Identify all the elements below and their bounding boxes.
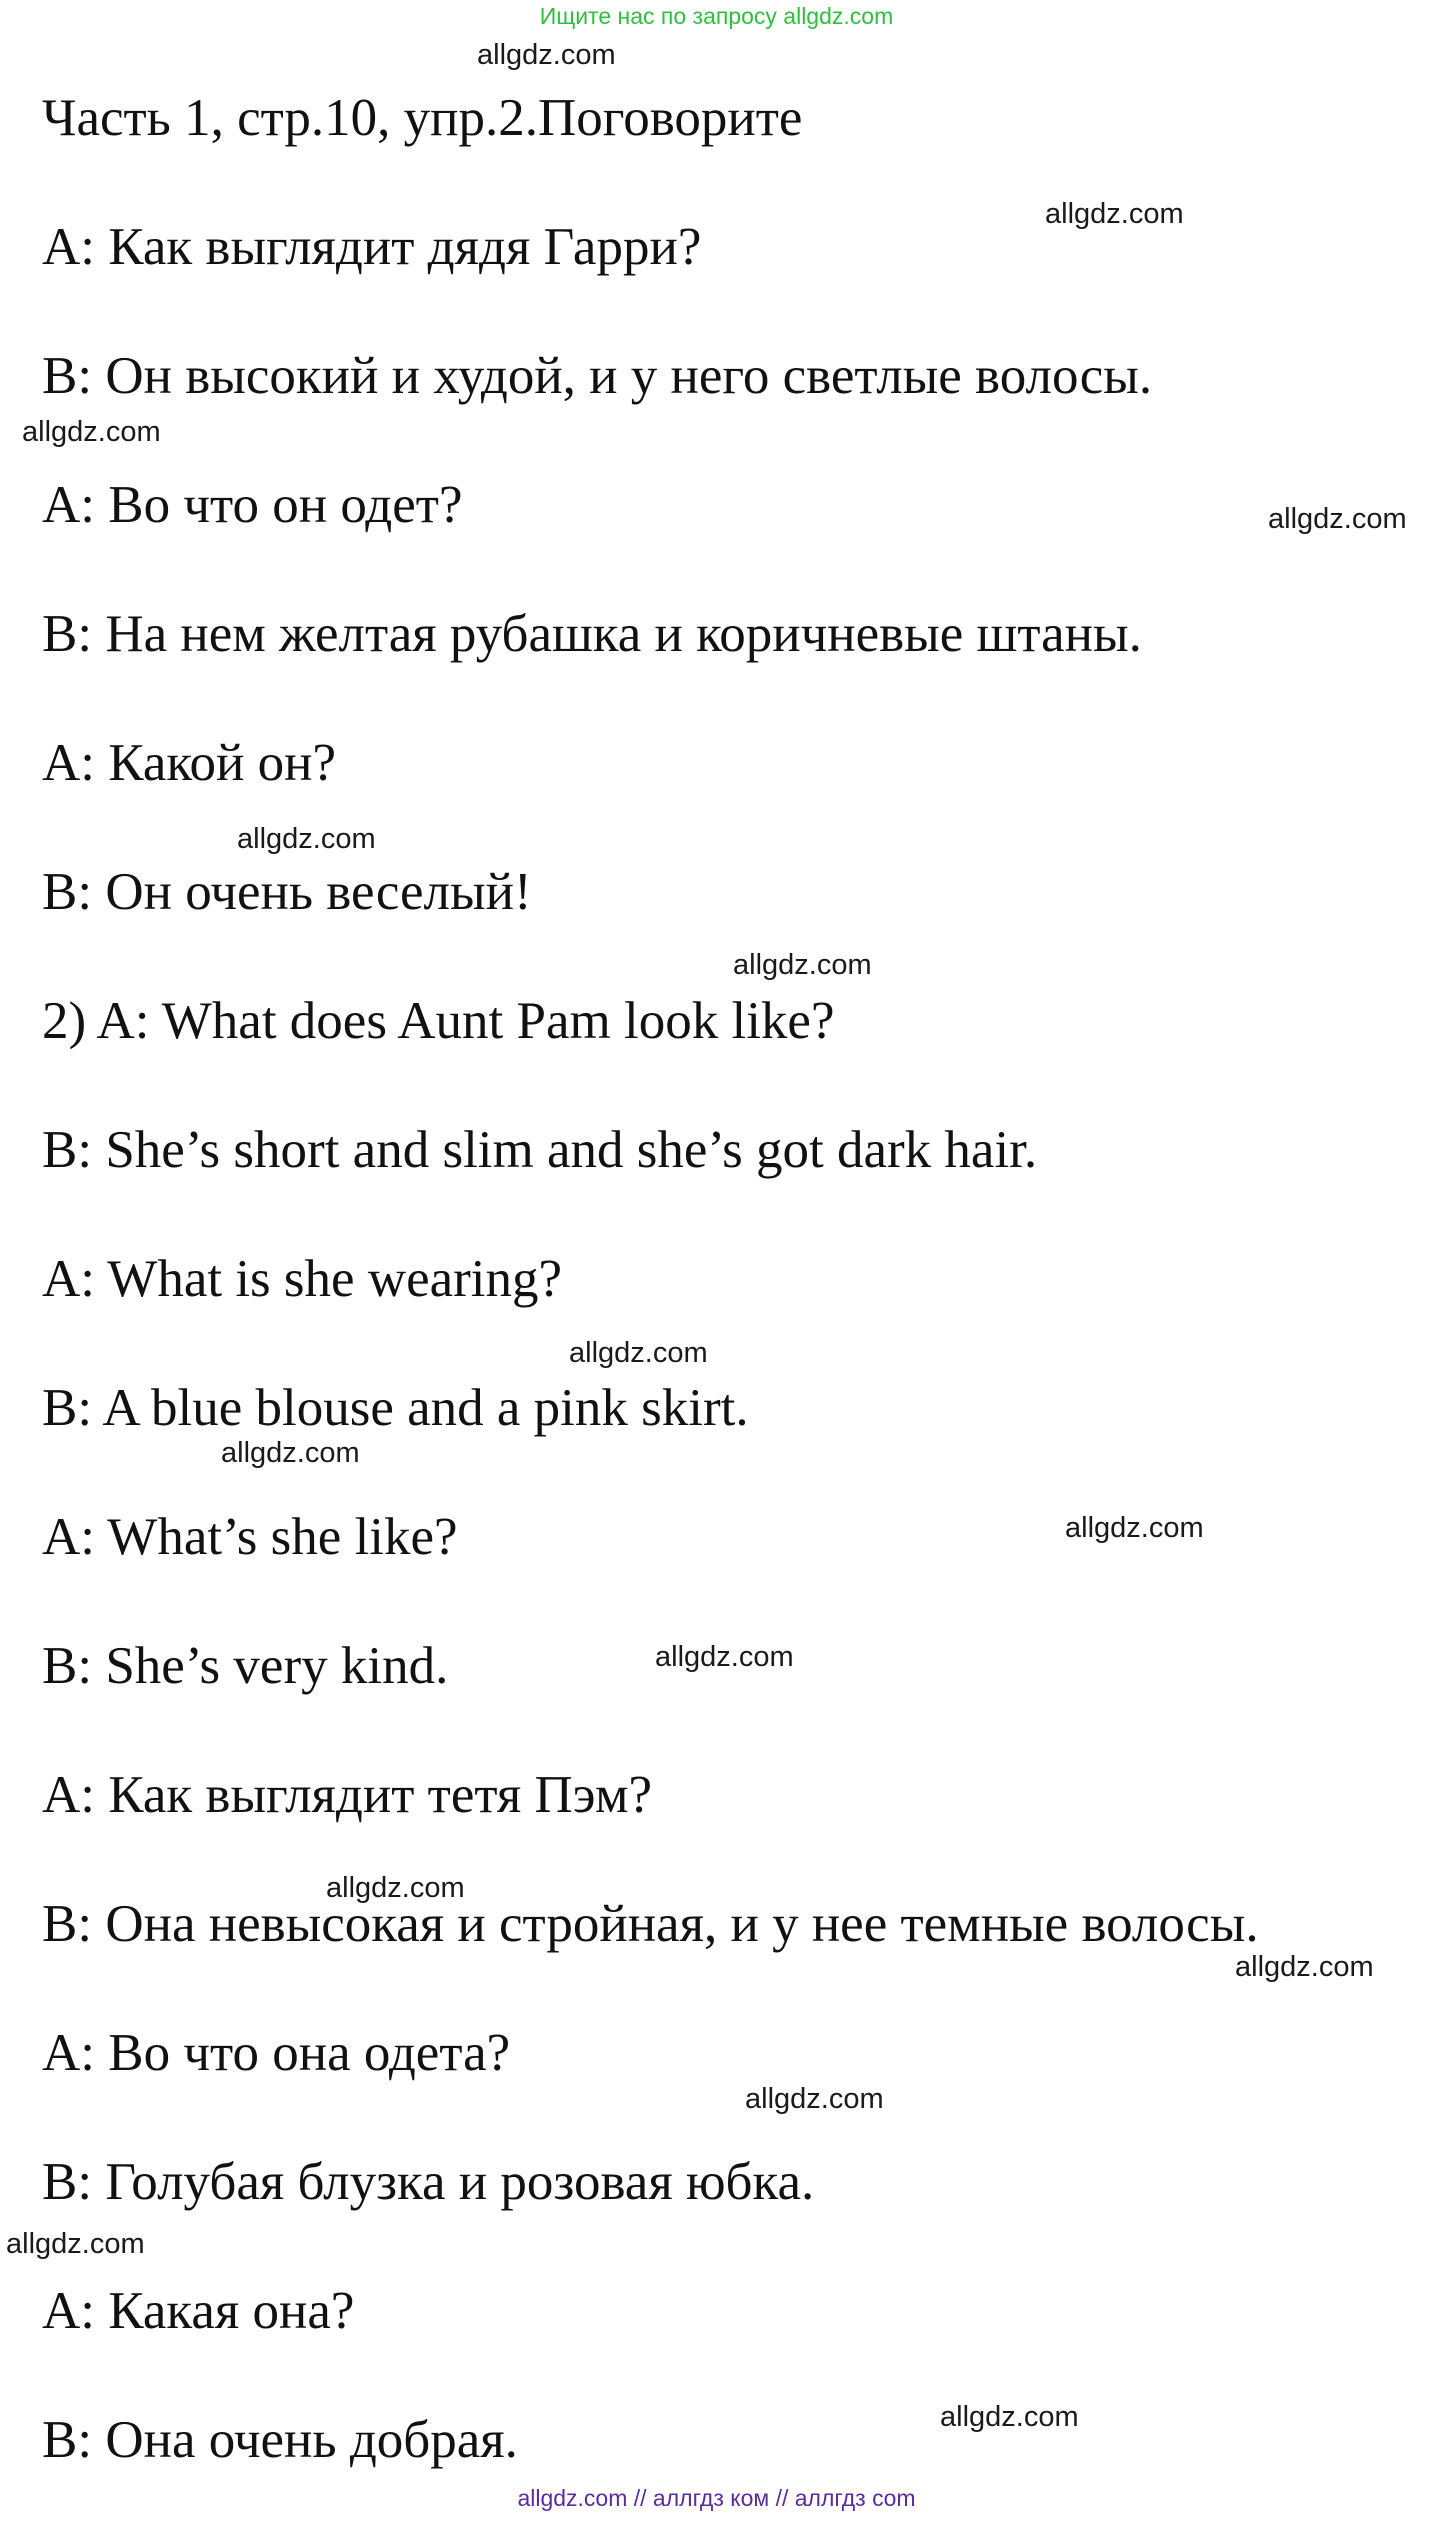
dialogue-line: B: Он очень веселый!	[42, 863, 532, 921]
dialogue-line: B: Она очень добрая.	[42, 2411, 518, 2469]
watermark: allgdz.com	[940, 2401, 1079, 2433]
watermark: allgdz.com	[569, 1337, 708, 1369]
dialogue-line: 2) A: What does Aunt Pam look like?	[42, 992, 835, 1050]
dialogue-line: A: Как выглядит тетя Пэм?	[42, 1766, 653, 1824]
watermark: allgdz.com	[1065, 1512, 1204, 1544]
top-banner[interactable]: Ищите нас по запросу allgdz.com	[539, 3, 894, 29]
watermark: allgdz.com	[1235, 1951, 1374, 1983]
dialogue-line: B: She’s very kind.	[42, 1637, 449, 1695]
watermark: allgdz.com	[6, 2228, 145, 2260]
watermark: allgdz.com	[22, 416, 161, 448]
watermark: allgdz.com	[733, 949, 872, 981]
dialogue-line: B: Он высокий и худой, и у него светлые волосы.	[42, 347, 1153, 405]
dialogue-line: A: Как выглядит дядя Гарри?	[42, 218, 702, 276]
dialogue-line: A: What is she wearing?	[42, 1250, 563, 1308]
dialogue-line: B: A blue blouse and a pink skirt.	[42, 1379, 749, 1437]
watermark: allgdz.com	[237, 823, 376, 855]
watermark: allgdz.com	[326, 1872, 465, 1904]
dialogue-line: A: Во что он одет?	[42, 476, 463, 534]
footer-links[interactable]: allgdz.com // аллгдз ком // аллгдз com	[517, 2485, 916, 2511]
dialogue-line: A: Какой он?	[42, 734, 336, 792]
dialogue-line: A: What’s she like?	[42, 1508, 458, 1566]
dialogue-line: B: Она невысокая и стройная, и у нее темные волосы.	[42, 1895, 1259, 1953]
watermark: allgdz.com	[477, 39, 616, 71]
watermark: allgdz.com	[221, 1437, 360, 1469]
dialogue-line: B: She’s short and slim and she’s got dark hair.	[42, 1121, 1038, 1179]
watermark: allgdz.com	[655, 1641, 794, 1673]
dialogue-line: A: Во что она одета?	[42, 2024, 511, 2082]
dialogue-line: B: На нем желтая рубашка и коричневые штаны.	[42, 605, 1142, 663]
watermark: allgdz.com	[1045, 198, 1184, 230]
watermark: allgdz.com	[1268, 503, 1407, 535]
exercise-heading: Часть 1, стр.10, упр.2.Поговорите	[42, 89, 803, 147]
watermark: allgdz.com	[745, 2083, 884, 2115]
dialogue-line: B: Голубая блузка и розовая юбка.	[42, 2153, 815, 2211]
dialogue-line: A: Какая она?	[42, 2282, 355, 2340]
